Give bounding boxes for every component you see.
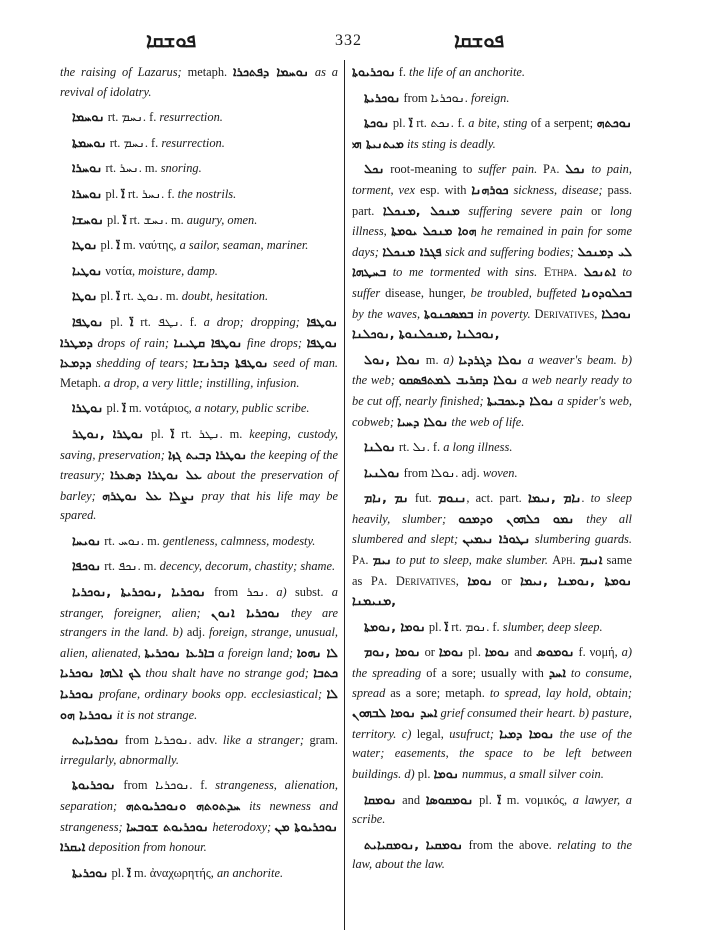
entry-text: the spreading (352, 666, 422, 681)
entry-text: long illness, (352, 203, 632, 239)
dictionary-entry (60, 107, 338, 128)
entry-text: or (420, 645, 439, 660)
entry-text: legal, (411, 726, 450, 741)
column-divider (344, 60, 345, 930)
entry-text: b) (172, 625, 183, 640)
syriac-text: ܐ̈ (121, 185, 125, 201)
entry-text: and (396, 792, 426, 807)
syriac-text: ܐ̈ (122, 211, 127, 227)
entry-text: in poverty. (473, 306, 531, 321)
syriac-text: ܢܘܟܪܝܘܬ ܫܘܒܚܐ (126, 818, 209, 834)
running-head-right: ܦܘܫܩܐ (454, 30, 505, 52)
syriac-text: ܒܐܪܥܐ ܢܘܟܪܝܬܐ (144, 644, 215, 660)
entry-text: pl. (102, 186, 122, 201)
entry-text: sick and suffering bodies; (441, 244, 578, 259)
dictionary-entry (60, 424, 338, 526)
dictionary-entry (352, 463, 632, 484)
syriac-text: ܢܘܚܡܐ (72, 109, 105, 125)
syriac-text: ܐ̈ (444, 618, 449, 634)
entry-text: resurrection. (161, 135, 225, 150)
syriac-text: ܐ̈ (409, 115, 413, 131)
syriac-text: ܢܘܡܐ (433, 766, 459, 781)
entry-text: usufruct; (449, 726, 500, 741)
entry-text: rt. ܢܚܡ. f. (106, 135, 162, 150)
syriac-text: ܠܐ ܢܗܘܐ ܠܟ ܐܠܗܐ ܢܘܟܪܝܐ (60, 644, 338, 681)
syriac-text: ܢܘܡܩܝܐ ,ܢܘܡܩܝܐܝܬ (364, 836, 464, 852)
syriac-text: ܢܘܟܪܝܐܝܬ (72, 732, 120, 748)
entry-text: of a sore; usually with (421, 666, 549, 681)
syriac-text: ܦܓܪܐ ܡܢܟܠܐ (382, 243, 442, 259)
syriac-text: ܢܟܠ (364, 161, 385, 177)
entry-text: a long illness. (443, 440, 513, 455)
entry-text: Metaph. (60, 375, 105, 390)
running-head-left: ܦܘܫܩܐ (146, 30, 197, 52)
syriac-text: ܐ̈ (497, 791, 502, 807)
entry-text: the life of an anchorite. (409, 65, 526, 79)
entry-text: Pa. (370, 573, 388, 588)
syriac-text: ܢܘܛܦܐ ܕܕܡܥܐ (60, 334, 338, 371)
syriac-text: ܢܘܠܐ ܕܓܪܕܝܐ (458, 351, 523, 367)
entry-text: a foreign land; (214, 645, 297, 660)
entry-text: pasture, territory. (352, 706, 632, 741)
syriac-text: ܢܘܛܪܐ ܕܒܝܬ ܓܙܐ (167, 446, 248, 462)
entry-text: a bite, sting (468, 116, 528, 131)
syriac-text: ܢܘܡܐ (484, 644, 511, 660)
entry-text: pl. (103, 401, 123, 416)
entry-text: rt. ܢܚܡ. f. (104, 110, 160, 125)
entry-text: augury, omen. (186, 212, 258, 227)
syriac-text: ܠܝ ܕܡܢܟܠ ܒܚܛܗܐ (352, 243, 633, 280)
syriac-text: ܢܘܝܚܐ (72, 532, 102, 548)
entry-text: suffer pain. (478, 162, 538, 177)
entry-text: rt. ܢܛܪ. m. (174, 426, 250, 441)
entry-text: a) (443, 352, 454, 367)
syriac-text: ܢܘܛܪܐ ,ܢܘܛܪ (72, 425, 145, 441)
entry-text: he remained in pain for some days; (352, 224, 632, 259)
dictionary-entry (60, 312, 338, 393)
dictionary-entry (60, 863, 338, 884)
syriac-text: ܢܘܟܦܐ (72, 558, 102, 574)
entry-text: seed of man. (268, 356, 338, 371)
syriac-text: ܢܨܠܐ ܥܠ ܢܘܛܪܗ (102, 487, 196, 503)
entry-text: the use of the water; easements, the space to be left between buildings. (352, 726, 632, 781)
entry-text: resurrection. (159, 110, 223, 125)
entry-text: to put to sleep, make slumber. (391, 553, 548, 568)
syriac-text: ܐܢܝܡ (579, 552, 603, 568)
dictionary-entry (60, 531, 338, 552)
entry-text: a sailor, seaman, mariner. (179, 238, 309, 253)
dictionary-entry (60, 730, 338, 770)
entry-text: the raising of Lazarus; (60, 65, 182, 79)
entry-text: the nostrils. (177, 186, 237, 201)
dictionary-entry (352, 350, 632, 432)
dictionary-entry (60, 398, 338, 419)
entry-text: pl. (414, 767, 434, 781)
entry-text: or (582, 203, 610, 218)
dictionary-entry (60, 133, 338, 154)
syriac-text: ܐܚܕ (548, 665, 566, 681)
entry-text: and (510, 645, 537, 660)
entry-text (577, 265, 584, 279)
syriac-text: ܢܘܡܐ ,ܢܘܡ (364, 644, 421, 660)
entry-text: same as (352, 553, 632, 588)
entry-text: rt. ܢܚܫ. m. (126, 212, 187, 227)
dictionary-entry (352, 642, 632, 784)
entry-text: Pa. (352, 553, 369, 568)
syriac-text: ܢܘܛܐ (72, 237, 98, 253)
syriac-text: ܢܘܠܐ ܕܚܝܐ (397, 413, 449, 429)
entry-text: the keeping of the treasury; (60, 447, 338, 483)
left-column (60, 62, 338, 888)
entry-text: woven. (482, 465, 518, 480)
entry-text: f. νομή, (574, 645, 622, 660)
dictionary-entry (352, 617, 632, 638)
entry-text: rt. ܢܛܦ. f. (133, 314, 204, 329)
entry-text: pl. (144, 426, 171, 441)
entry-text: pl. (389, 116, 410, 131)
entry-text: rt. ܢܟܦ. m. (101, 559, 160, 574)
syriac-text: ܐ̈ (116, 288, 120, 304)
right-column (352, 62, 632, 880)
entry-text: rt. ܢܠ. f. (395, 440, 444, 455)
entry-text: a spider's web, cobweb; (352, 393, 632, 429)
entry-text: its sting is deadly. (403, 136, 496, 151)
syriac-text: ܢܘܠܐ ܕܥܟܒܝܬܐ (486, 392, 555, 408)
syriac-text: ܠܐ ܢܘܟܪܝܐ ܗܘ (60, 686, 338, 722)
syriac-text: ܢܘܠܐ ܕܩܪܝܒ ܠܡܬܦܣܩܘ (398, 372, 519, 388)
syriac-text: ܢܘܚܪܐ (72, 160, 103, 176)
syriac-text: ܐ̈ (116, 237, 120, 253)
entry-text: shedding of tears; (91, 356, 193, 371)
dictionary-entry (352, 790, 632, 830)
syriac-text: ܢܢܘܡ (437, 490, 467, 506)
entry-text: it is not strange. (113, 707, 198, 722)
syriac-text: ܢܘܟܠܐ ,ܢܘܟܠܢܐ ,ܡܢܟܠܢܘܬܐ ,ܢܘܟܠܢܐ (352, 305, 632, 342)
entry-text: to me tormented with sins. (386, 265, 538, 280)
dictionary-entry (60, 158, 338, 179)
entry-text: be troubled, buffeted (470, 285, 577, 300)
dictionary-entry (60, 286, 338, 307)
dictionary-entry (352, 488, 632, 612)
syriac-text: ܢܘܟܬܐ (364, 115, 390, 131)
syriac-text: ܐܬܢܟܠ (583, 264, 616, 280)
entry-text: relating to the law, about the law. (352, 837, 633, 872)
syriac-text: ܢܘܛܦܐ ܩܛܝܢܐ (173, 334, 243, 350)
entry-text: a drop, a very little; instilling, infusion. (104, 375, 300, 390)
entry-text: to consume, spread (352, 666, 632, 700)
entry-text: m. νοτάριος, (125, 401, 195, 416)
entry-text: f. (395, 65, 410, 79)
entry-text: foreign, strange, unusual, alien, alienated, (60, 625, 338, 660)
entry-text: from the above. (463, 837, 558, 852)
entry-text: rt. ܢܟܬ. f. (412, 116, 469, 131)
entry-text: pl. (103, 212, 123, 227)
entry-text: a weaver's beam. (522, 352, 617, 367)
entry-text: b) (621, 352, 632, 367)
entry-text: moisture, damp. (138, 263, 218, 278)
syriac-text: ܢܘܡܬܐ ,ܢܘܡܢܐ ,ܢܝܡܐ ,ܡܢܝܡܢܐ (352, 572, 632, 609)
syriac-text: ܢܘܡܐ ,ܢܘܡܬܐ (364, 618, 426, 634)
entry-text: to spread, lay hold, obtain; (489, 685, 632, 700)
syriac-text: ܐ̈ (170, 425, 175, 441)
entry-text: m. νομικός, (501, 792, 573, 807)
syriac-text: ܢܘܛܦܐ (72, 313, 104, 329)
entry-text: from ܢܘܟܪܝܐ. f. (115, 778, 216, 793)
syriac-text: ܐ̈ (122, 400, 126, 416)
entry-text: adj. (182, 625, 210, 640)
entry-text (387, 574, 396, 588)
syriac-text: ܢܘܟܪܝܘܬܐ (72, 777, 116, 793)
entry-text: pl. (464, 645, 485, 660)
entry-text: from ܢܟܪ. (205, 585, 277, 600)
syriac-text: ܢܘܠܢܝܐ (364, 464, 401, 480)
syriac-text: ܢܘܛܐ (72, 288, 98, 304)
syriac-text: ܢܝܡ (372, 552, 392, 568)
entry-text: a stranger, foreigner, alien; (60, 585, 338, 620)
dictionary-entry (352, 835, 632, 875)
syriac-text: ܚܕܬܘܬܗ ܘܢܘܟܪܝܘܬܗ (125, 798, 241, 813)
entry-text: foreign. (471, 90, 510, 105)
entry-text: pl. (108, 865, 128, 880)
syriac-text: ܢܘܟܪܝܬܐ (364, 89, 401, 105)
entry-text: c) (401, 726, 412, 741)
entry-text: m. (420, 352, 444, 367)
dictionary-entry (60, 582, 338, 725)
entry-text: pl. (103, 314, 130, 329)
syriac-text: ܢܘܟܪܝܐ ,ܢܘܟܪܝܬܐ ,ܢܘܟܪܝܐ (72, 584, 206, 600)
entry-text: the web of life. (448, 414, 525, 429)
entry-text: suffering severe pain (459, 203, 583, 218)
entry-text: from ܢܘܟܪܝܐ. adv. (119, 733, 223, 748)
dictionary-entry (352, 113, 632, 154)
syriac-text: ܢܘܟܪܝܐ ܐܢܘܢ (211, 604, 281, 620)
entry-text: thou shalt have no strange god; (141, 666, 314, 681)
dictionary-entry (60, 775, 338, 857)
syriac-text: ܢܛܘܪܐ ܢܝܡܝܢ (462, 531, 531, 547)
entry-text: keeping, custody, saving, preservation; (60, 426, 338, 462)
syriac-text: ܢܘܛܪܐ (72, 400, 104, 416)
entry-text: strangeness, alienation, separation; (60, 778, 338, 813)
entry-text: subst. (286, 585, 332, 600)
syriac-text: ܢܘܟܪܝܘܬܐ ܡܢ ܐܝܩܪܐ (60, 818, 338, 855)
entry-text: its newness and strangeness; (60, 799, 338, 834)
syriac-text: ܒܟܠܘܕܘܢܐ (581, 284, 632, 300)
dictionary-entry (352, 88, 632, 109)
entry-text: pl. (97, 238, 117, 253)
syriac-text: ܟܬܒܐ ܢܘܟܪܝܐ (60, 665, 338, 702)
entry-text: deposition from honour. (85, 840, 207, 855)
entry-text: d) (404, 767, 415, 781)
entry-text: irregularly, abnormally. (60, 752, 179, 767)
entry-text: pl. (473, 792, 498, 807)
syriac-text: ܢܘܚܡܬܐ (72, 134, 107, 150)
entry-text: rt. ܢܘܡ. f. (448, 619, 503, 634)
entry-text: . (581, 491, 591, 506)
entry-text: νοτία, (102, 263, 139, 278)
entry-text: fut. (408, 491, 438, 506)
syriac-text: ܢܘܟܪܝܘܬܐ (352, 64, 396, 79)
syriac-text: ܗܘܐ ܡܢܟܠ ܝܘܡܬܐ (391, 223, 477, 239)
entry-text: profane, ordinary books opp. ecclesiastical; (94, 687, 327, 702)
dictionary-entry (60, 556, 338, 577)
syriac-text: ܢܡܘ ܟܠܗܘܢ ܘܕܡܟܘ (458, 510, 575, 526)
page-number: 332 (335, 32, 362, 49)
entry-text: a web nearly ready to be cut off, nearly finished; (352, 373, 633, 408)
dictionary-entry (60, 235, 338, 256)
entry-text: a lawyer, a scribe. (352, 792, 632, 827)
entry-text: or (492, 573, 521, 588)
entry-text: , act. part. (466, 491, 528, 506)
entry-text: from ܢܘܠܐ. adj. (400, 465, 483, 480)
entry-text: a) (621, 645, 632, 660)
syriac-text: ܢܘܟܬܗ ܡܝܬܢܝܬܐ ܗܝ (352, 115, 632, 151)
entry-text: a notary, public scribe. (194, 401, 310, 416)
entry-text: gram. (303, 733, 339, 748)
dictionary-entry (352, 62, 632, 83)
entry-text: pl. (425, 619, 445, 634)
syriac-text: ܢܘܛܦܐ ܕܡܛܪܐ (60, 313, 338, 350)
entry-text: as a revival of idolatry. (60, 65, 338, 99)
entry-text: slumber, deep sleep. (502, 619, 603, 634)
entry-text: like a stranger; (222, 733, 304, 748)
entry-text: disease, hunger, (380, 285, 471, 300)
entry-text: by the waves, (352, 306, 425, 321)
entry-text: sickness, disease; (508, 182, 603, 197)
entry-text: they all slumbered and slept; (352, 511, 632, 547)
dictionary-entry (352, 437, 632, 458)
syriac-text: ܒܡܣܟܢܘܬܐ (424, 305, 474, 321)
entry-text: doubt, hesitation. (181, 289, 269, 304)
entry-text: slumbering guards. (530, 532, 632, 547)
entry-text: heterodoxy; (208, 819, 275, 834)
entry-text: pl. (97, 289, 117, 304)
entry-text: an anchorite. (216, 865, 284, 880)
syriac-text: ܟܘܪܗܢܐ (471, 181, 509, 197)
entry-text (537, 265, 544, 279)
entry-text: to pain, torment, vex (352, 162, 632, 197)
syriac-text: ܡܢܟܠ ,ܡܢܟܠܐ (382, 202, 460, 218)
entry-text: as a sore; metaph. (385, 685, 490, 700)
entry-text: b) (578, 706, 590, 721)
entry-text: pass. part. (352, 182, 632, 218)
syriac-text: ܐܚܕ ܢܘܡܐ ܠܒܗܘܢ (352, 705, 438, 721)
entry-text: Derivatives, (395, 573, 459, 588)
syriac-text: ܐ̈ (129, 313, 134, 329)
entry-text: of a serpent; (527, 116, 597, 131)
entry-text: a drop; dropping; (203, 314, 307, 329)
dictionary-entry (60, 210, 338, 231)
syriac-text: ܢܘܡܘܣ (536, 644, 575, 660)
syriac-text: ܥܠ ܢܘܛܪܐ ܕܣܥܪܐ (110, 467, 202, 483)
entry-text: the web; (352, 373, 399, 388)
syriac-text: ܢܘܡܩܐ (364, 791, 397, 807)
entry-text: esp. with (415, 182, 472, 197)
entry-text: m. ναύτης, (119, 238, 180, 253)
entry-text: rt. ܢܘܛ. m. (119, 289, 182, 304)
entry-text: Derivatives, (534, 306, 598, 321)
entry-text: Ethpa. (543, 265, 578, 280)
entry-text: about the preservation of barley; (60, 468, 338, 503)
entry-text: rt. ܢܘܚ. m. (101, 533, 163, 548)
entry-text: Aph. (552, 553, 576, 568)
dictionary-entry (60, 261, 338, 282)
entry-text: fine drops; (242, 335, 307, 350)
entry-text: gentleness, calmness, modesty. (162, 533, 316, 548)
syriac-text: ܢܘܡܐ (438, 644, 465, 660)
syriac-text: ܢܘܚܫܐ (72, 211, 104, 227)
syriac-text: ܢܐܡ ,ܢܝܡܐ (527, 490, 582, 506)
syriac-text: ܢܘܛܝܐ (72, 262, 103, 278)
entry-text: rt. ܢܚܪ. m. (102, 161, 161, 176)
syriac-text: ܢܘܡܩܘܣܐ (425, 791, 474, 807)
dictionary-entry (352, 159, 632, 344)
syriac-text: ܢܘܡܐ (467, 572, 493, 588)
syriac-text: ܢܘܠܢܐ (364, 439, 396, 455)
entry-text: from ܢܘܟܪܝܐ. (400, 90, 471, 105)
entry-text: nummus, a small silver coin. (458, 767, 604, 781)
entry-text: grief consumed their heart. (437, 706, 576, 721)
entry-text: to sleep heavily, slumber; (352, 491, 632, 526)
syriac-text: ܢܘܚܡܐ ܕܦܬܟܪܐ (233, 64, 309, 79)
syriac-text: ܢܡ ,ܢܐܡ (364, 490, 409, 506)
syriac-text: ܢܘܛܦܬܐ ܕܒܪܢܫܐ (192, 355, 269, 371)
syriac-text: ܢܘܠܐ ,ܢܘܠ (364, 351, 421, 367)
entry-text: metaph. (181, 65, 234, 79)
entry-text: snoring. (160, 161, 202, 176)
entry-text: they are strangers in the land. (60, 605, 339, 640)
entry-text: pray that his life may be spared. (60, 488, 338, 523)
entry-text: to suffer (352, 265, 632, 300)
syriac-text: ܢܘܡܐ ܕܡܝܐ (499, 725, 555, 741)
entry-text: Pa. (542, 162, 560, 177)
syriac-text: ܢܟܠ (565, 161, 586, 177)
syriac-text: ܢܘܟܪܝܬܐ (72, 864, 109, 880)
entry-text: drops of rain; (92, 335, 174, 350)
entry-text: root-meaning to (384, 162, 479, 177)
entry-text: rt. ܢܚܪ. f. (124, 186, 178, 201)
syriac-text: ܢܘܚܪܐ (72, 185, 103, 201)
entry-text: decency, decorum, chastity; shame. (159, 559, 336, 574)
syriac-text: ܐ̈ (127, 864, 131, 880)
dictionary-entry (60, 184, 338, 205)
entry-text: m. ἀναχωρητής, (130, 865, 217, 880)
entry-text: a) (276, 585, 287, 600)
dictionary-entry (60, 62, 338, 102)
